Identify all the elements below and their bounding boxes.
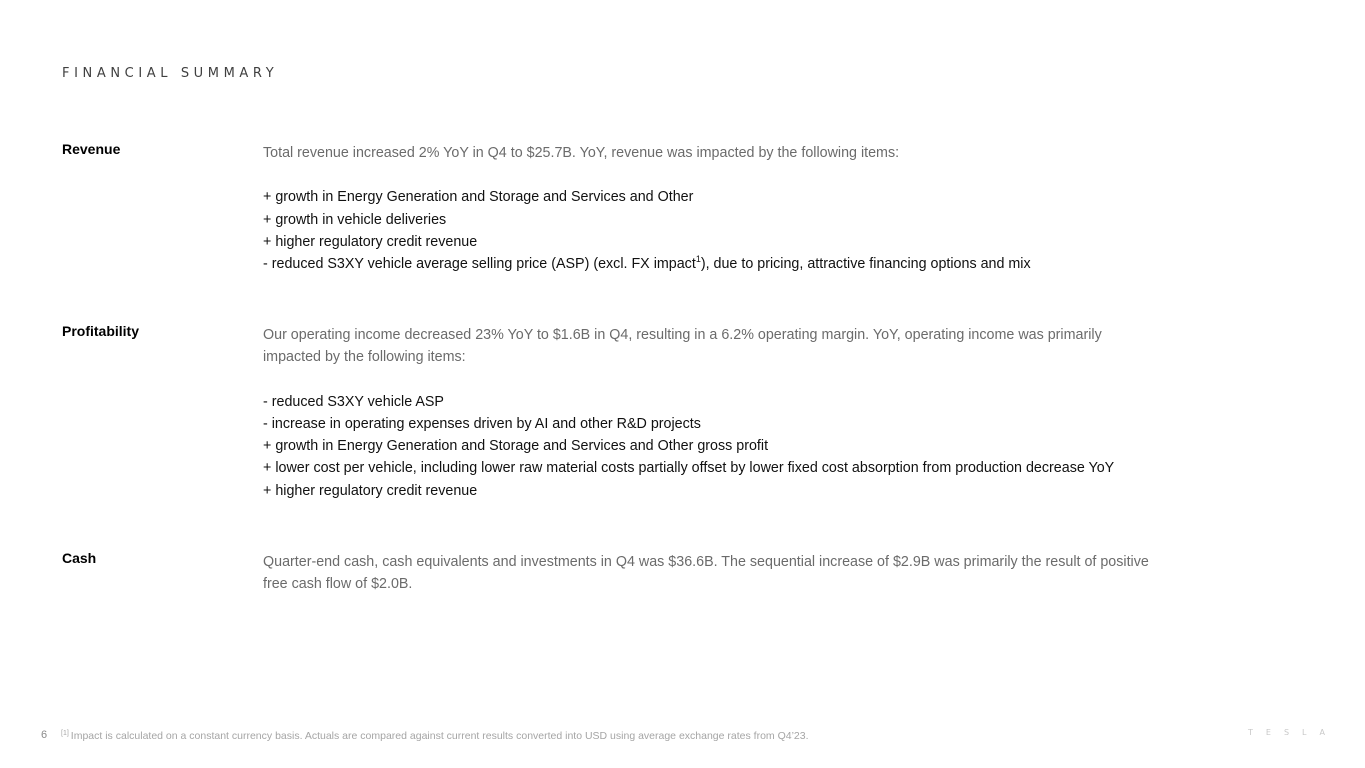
section-label-revenue: Revenue	[62, 141, 121, 157]
bullet-item: + higher regulatory credit revenue	[263, 233, 478, 250]
bullet-item: - increase in operating expenses driven by AI and other R&D projects	[263, 415, 701, 432]
bullet-item: + growth in Energy Generation and Storage and Services and Other gross profit	[263, 438, 769, 455]
logo-letter: E	[1265, 728, 1271, 737]
bullet-item: + growth in vehicle deliveries	[263, 211, 447, 228]
cash-summary: Quarter-end cash, cash equivalents and investments in Q4 was $36.6B. The sequential increase of $2.9B was primarily the result of positive free cash flow of $2.0B.	[263, 554, 1149, 593]
logo-letter: S	[1283, 728, 1290, 737]
bullet-item: + lower cost per vehicle, including lower raw material costs partially offset by lower fixed cost absorption from production decrease YoY	[263, 460, 1115, 477]
bullet-item: + growth in Energy Generation and Storage and Services and Other	[263, 189, 694, 206]
logo-letter: T	[1248, 728, 1253, 737]
footnote-marker: 1	[695, 254, 701, 265]
tesla-wordmark-logo	[1248, 728, 1325, 737]
cash-content	[263, 551, 1163, 596]
section-label-profitability: Profitability	[62, 323, 140, 339]
bullet-text: ), due to pricing, attractive financing options and mix	[700, 256, 1031, 273]
footnote-text: Impact is calculated on a constant currency basis. Actuals are compared against current results converted into USD using average exchange rates from Q4’23.	[70, 730, 809, 742]
bullet-text: - reduced S3XY vehicle average selling price (ASP) (excl. FX impact	[263, 256, 696, 273]
bullet-item: + higher regulatory credit revenue	[263, 482, 478, 499]
profitability-summary: Our operating income decreased 23% YoY to $1.6B in Q4, resulting in a 6.2% operating margin. YoY, operating income was primarily impacted by the following items:	[263, 327, 1102, 366]
bullet-item	[263, 253, 1163, 275]
profitability-content	[263, 324, 1163, 502]
page-number: 6	[41, 729, 48, 741]
footnote	[61, 730, 809, 742]
footnote-ref: [1]	[61, 729, 69, 737]
section-label-cash: Cash	[62, 550, 97, 566]
revenue-bullets	[263, 186, 1163, 275]
bullet-item: - reduced S3XY vehicle ASP	[263, 393, 444, 410]
revenue-summary: Total revenue increased 2% YoY in Q4 to $25.7B. YoY, revenue was impacted by the following items:	[263, 145, 900, 161]
profitability-bullets	[263, 391, 1163, 502]
revenue-content	[263, 142, 1163, 275]
logo-letter: L	[1302, 728, 1307, 737]
logo-letter: A	[1319, 728, 1325, 737]
page-title: FINANCIAL SUMMARY	[62, 66, 279, 81]
